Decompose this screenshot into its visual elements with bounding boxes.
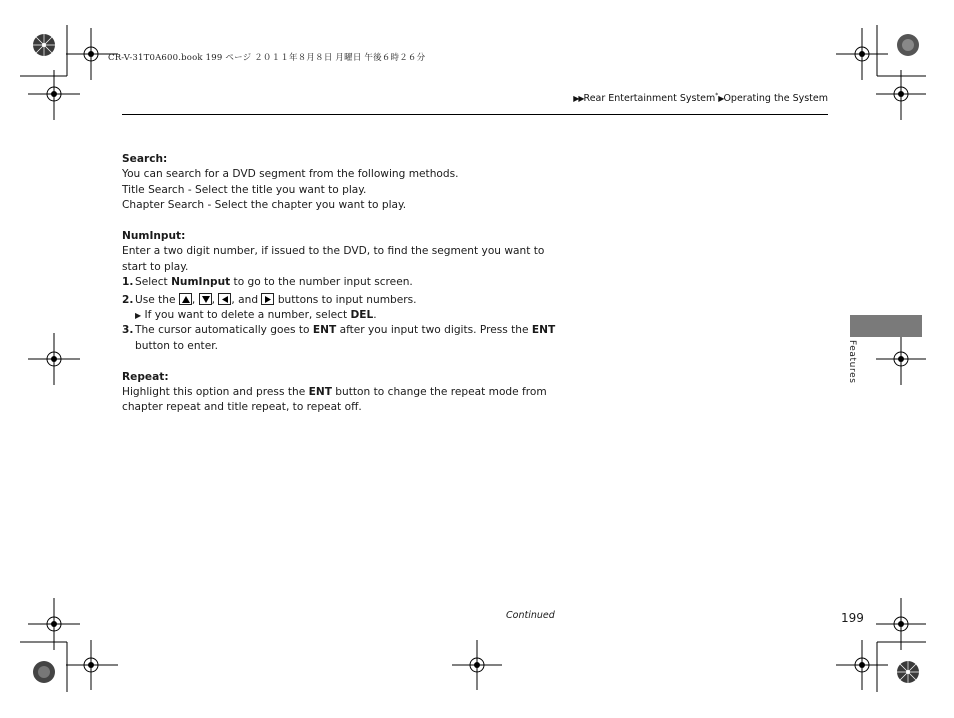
step-text: Use the [135, 293, 179, 306]
starburst-icon [897, 661, 919, 683]
repeat-heading: Repeat: [122, 370, 169, 383]
step-2 [122, 293, 562, 308]
title-search-text: Title Search - Select the title you want to play. [122, 183, 367, 196]
step-3 [122, 323, 562, 354]
repeat-text [122, 385, 562, 416]
step-text: , and [231, 293, 262, 306]
chapter-search-text: Chapter Search - Select the chapter you want to play. [122, 199, 407, 212]
right-triangle-icon [261, 293, 274, 305]
header-rule [122, 114, 828, 115]
note-arrow-icon: ▶ [135, 311, 142, 321]
numinput-heading: NumInput: [122, 230, 186, 243]
breadcrumb-asterisk: * [715, 92, 719, 99]
step-text: buttons to input numbers. [274, 293, 417, 306]
breadcrumb-topic: Operating the System [723, 93, 828, 105]
step-text: after you input two digits. Press the [336, 324, 532, 337]
starburst-icon [33, 661, 55, 683]
breadcrumb-separator: ▶ [718, 94, 724, 104]
starburst-icon [897, 34, 919, 56]
search-intro: You can search for a DVD segment from the following methods. [122, 168, 459, 181]
down-triangle-icon [199, 293, 212, 305]
main-content [122, 152, 562, 416]
note-text: . [373, 309, 377, 322]
step-text: , [211, 293, 219, 306]
breadcrumb [573, 92, 828, 104]
side-tab [850, 315, 922, 337]
step-1 [122, 275, 562, 290]
step-2-note [122, 308, 562, 323]
ent-term: ENT [312, 324, 337, 337]
ent-term: ENT [531, 324, 556, 337]
numinput-term: NumInput [171, 276, 231, 289]
step-number: 1. [122, 276, 134, 289]
step-text: Select [135, 276, 172, 289]
note-text: If you want to delete a number, select [141, 309, 351, 322]
up-triangle-icon [179, 293, 192, 305]
step-number: 2. [122, 293, 134, 306]
step-text: The cursor automatically goes to [135, 324, 313, 337]
continued-label: Continued [506, 610, 555, 621]
repeat-text-part: Highlight this option and press the [122, 386, 309, 399]
starburst-icon [33, 34, 55, 56]
step-text: to go to the number input screen. [230, 276, 413, 289]
search-heading: Search: [122, 153, 168, 165]
repeat-text-part: button to change the repeat mode from chapter repeat and title repeat, to repeat off. [122, 386, 547, 414]
left-triangle-icon [218, 293, 231, 305]
page-number: 199 [841, 611, 864, 625]
breadcrumb-arrows: ▶▶ [573, 94, 584, 104]
numinput-intro: Enter a two digit number, if issued to the DVD, to find the segment you want to start to play. [122, 245, 545, 273]
breadcrumb-section: Rear Entertainment System [583, 93, 716, 105]
step-text: button to enter. [135, 339, 218, 352]
del-term: DEL [350, 309, 374, 322]
ent-term: ENT [308, 386, 332, 399]
file-info: CR-V-31T0A600.book 199 ページ ２０１１年８月８日 月曜日 午後６時２６分 [108, 53, 426, 63]
step-number: 3. [122, 324, 134, 337]
side-tab-label: Features [847, 340, 857, 384]
step-text: , [191, 293, 199, 306]
